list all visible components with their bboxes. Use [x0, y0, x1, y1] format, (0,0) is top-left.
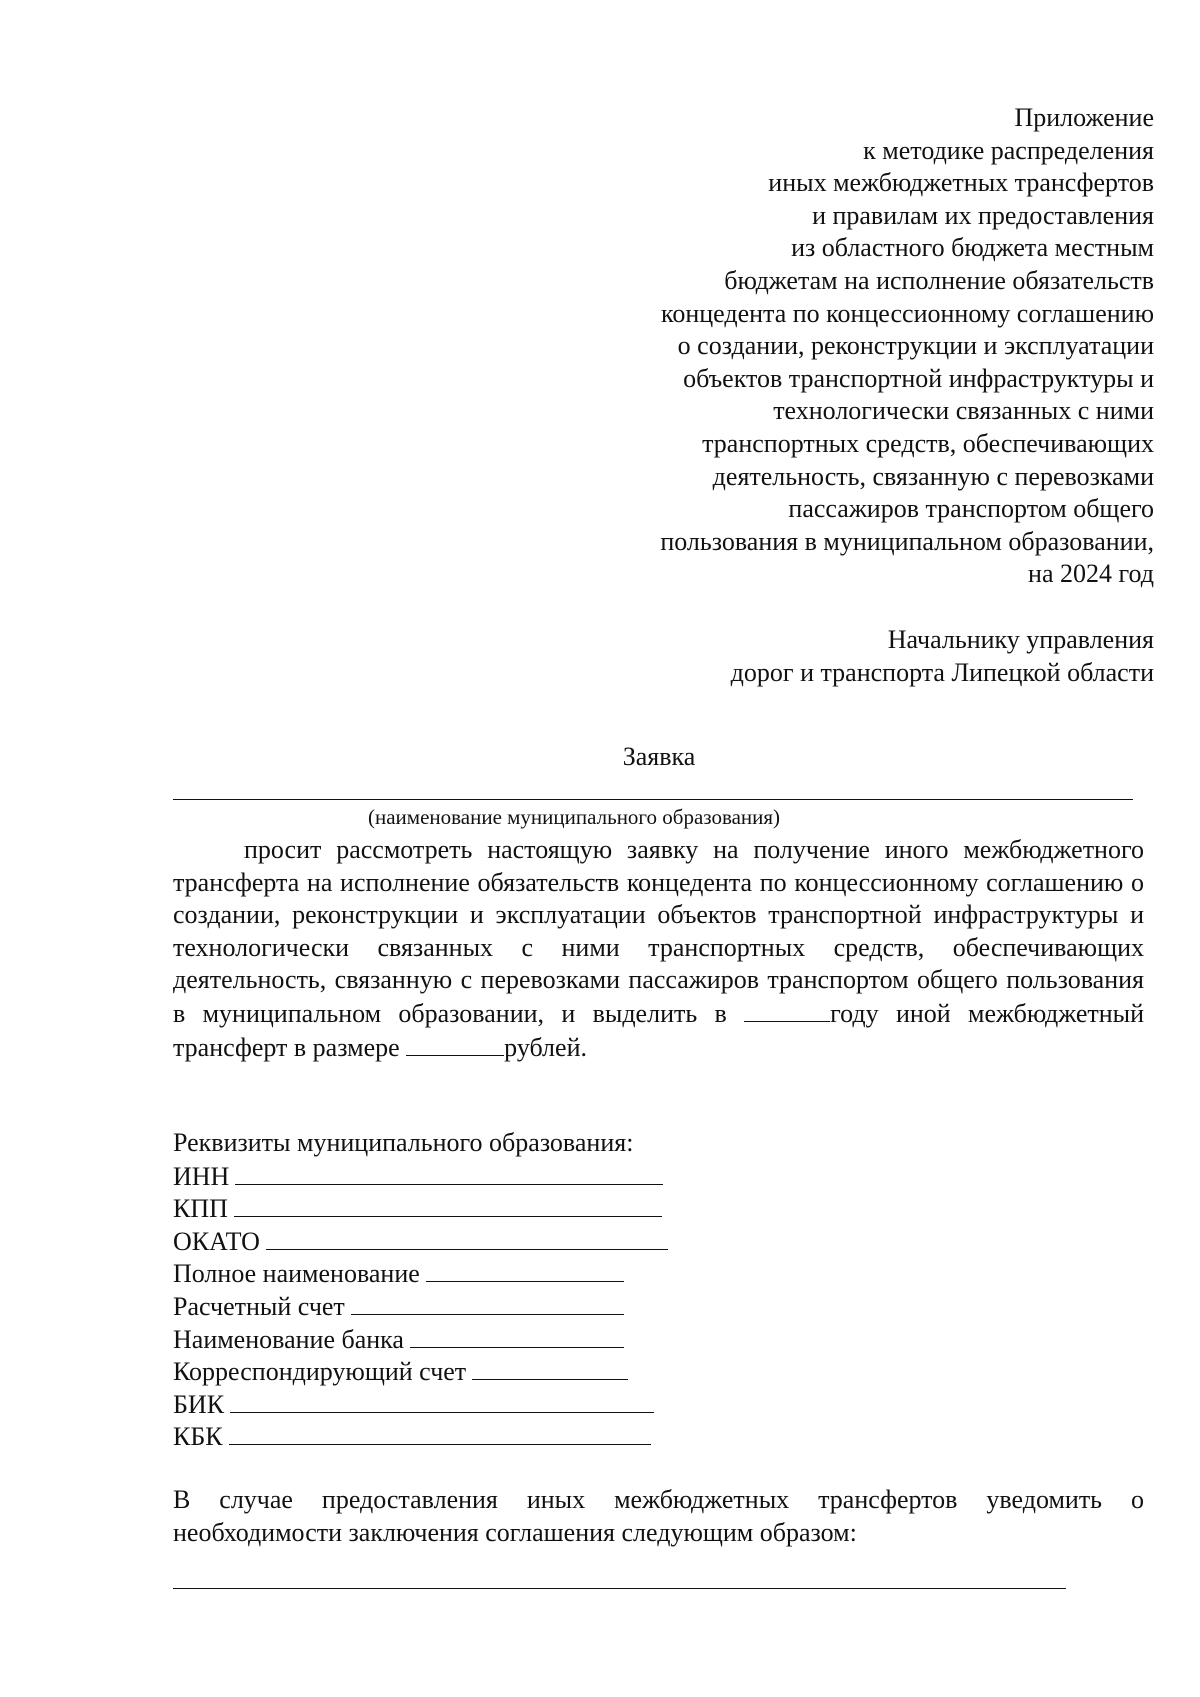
appendix-line: бюджетам на исполнение обязательств: [724, 265, 1154, 295]
addressee-block: [454, 624, 1154, 689]
requisite-blank: [234, 1192, 662, 1217]
requisite-row: [173, 1257, 668, 1290]
appendix-line: Приложение: [1014, 103, 1154, 132]
requisite-row: [173, 1290, 668, 1323]
appendix-line: на 2024 год: [1028, 559, 1154, 589]
requisite-label: ОКАТО: [173, 1226, 260, 1256]
appendix-line: о создании, реконструкции и эксплуатации: [677, 331, 1154, 361]
amount-blank: [406, 1031, 504, 1056]
requisite-row: [173, 1355, 668, 1388]
municipality-caption: (наименование муниципального образования): [368, 805, 781, 829]
year-suffix: году иной межбюджетный трансферт в размере: [173, 998, 1145, 1062]
requisite-label: БИК: [173, 1389, 225, 1419]
requisite-label: Корреспондирующий счет: [173, 1357, 467, 1387]
requisite-row: [173, 1225, 668, 1258]
notice-answer-line: [173, 1588, 1066, 1589]
requisite-blank: [266, 1225, 668, 1250]
rubles-suffix: рублей.: [504, 1032, 587, 1062]
requisite-row: [173, 1192, 668, 1225]
request-paragraph: [173, 834, 1144, 1064]
appendix-line: объектов транспортной инфраструктуры и: [683, 363, 1154, 393]
addressee-line: дорог и транспорта Липецкой области: [730, 657, 1154, 687]
request-text: просит рассмотреть настоящую заявку на получение иного межбюджетного трансферта на исполнение обязательств концедента по концессионному соглашению о создании, реконструкции и эксплуатации объектов транспортной инфраструктуры и технологически связанных с ними транспортных средств, обеспечивающих деятельность, связанную с перевозками пассажиров транспортом общего пользования в муниципальном образовании, и выделить в: [173, 835, 1144, 1028]
appendix-line: транспортных средств, обеспечивающих: [702, 428, 1154, 458]
document-title: Заявка: [622, 742, 696, 771]
requisite-row: [173, 1323, 668, 1356]
appendix-header: [394, 102, 1154, 591]
requisite-row: [173, 1160, 668, 1193]
requisite-label: Расчетный счет: [173, 1291, 345, 1321]
requisite-blank: [229, 1420, 651, 1445]
requisite-blank: [472, 1355, 628, 1380]
appendix-line: из областного бюджета местным: [791, 233, 1154, 263]
municipality-name-line: [173, 799, 1133, 800]
appendix-line: пассажиров транспортом общего: [788, 494, 1154, 524]
appendix-line: иных межбюджетных трансфертов: [768, 168, 1154, 198]
appendix-line: деятельность, связанную с перевозками: [712, 461, 1154, 491]
requisite-label: Полное наименование: [173, 1259, 420, 1289]
requisite-label: КБК: [173, 1422, 223, 1452]
requisites-heading: Реквизиты муниципального образования:: [173, 1128, 634, 1157]
requisites-block: [173, 1127, 668, 1453]
requisite-blank: [426, 1257, 624, 1282]
appendix-line: технологически связанных с ними: [773, 396, 1154, 426]
requisite-label: Наименование банка: [173, 1324, 404, 1354]
requisite-blank: [230, 1388, 654, 1413]
appendix-line: и правилам их предоставления: [812, 200, 1154, 230]
requisite-label: ИНН: [173, 1161, 230, 1191]
requisite-blank: [351, 1290, 624, 1315]
year-blank: [744, 997, 830, 1022]
notice-paragraph: В случае предоставления иных межбюджетных трансфертов уведомить о необходимости заключения соглашения следующим образом:: [173, 1485, 1144, 1547]
requisite-blank: [410, 1323, 624, 1348]
requisite-label: КПП: [173, 1194, 228, 1224]
addressee-line: Начальнику управления: [887, 625, 1154, 654]
requisite-row: [173, 1420, 668, 1453]
appendix-line: пользования в муниципальном образовании,: [660, 526, 1154, 556]
requisite-row: [173, 1388, 668, 1421]
appendix-line: к методике распределения: [863, 135, 1154, 165]
requisite-blank: [235, 1160, 663, 1185]
appendix-line: концедента по концессионному соглашению: [661, 298, 1154, 328]
